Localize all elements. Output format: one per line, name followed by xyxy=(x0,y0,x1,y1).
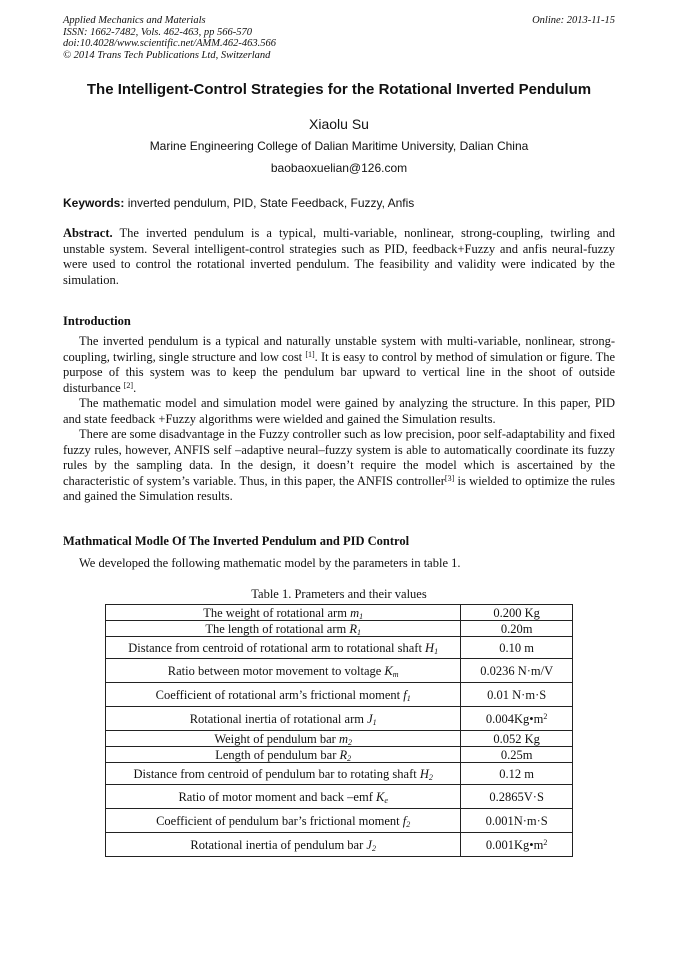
section-2-body xyxy=(63,556,615,572)
parameter-value-text: 0.0236 N·m/V xyxy=(480,663,554,678)
parameter-label: Rotational inertia of rotational arm xyxy=(189,711,368,726)
doi-line: doi:10.4028/www.scientific.net/AMM.462-463.566 xyxy=(63,38,276,49)
affiliation: Marine Engineering College of Dalian Maritime University, Dalian China xyxy=(149,139,529,153)
keywords-text: inverted pendulum, PID, State Feedback, Fuzzy, Anfis xyxy=(127,196,415,210)
parameter-subscript: e xyxy=(384,795,388,805)
parameter-value xyxy=(461,809,573,833)
journal-header xyxy=(63,15,276,61)
table-row xyxy=(106,605,573,621)
parameter-name xyxy=(106,659,461,683)
parameter-label: Weight of pendulum bar xyxy=(214,731,339,746)
introduction-body xyxy=(63,334,615,505)
online-date: Online: 2013-11-15 xyxy=(532,15,615,26)
keywords xyxy=(63,196,615,210)
parameter-value xyxy=(461,833,573,857)
unit-exponent: 2 xyxy=(543,837,548,847)
copyright-line: © 2014 Trans Tech Publications Ltd, Switzerland xyxy=(63,49,271,61)
introduction-heading: Introduction xyxy=(63,314,131,328)
section-2-paragraph-1: We developed the following mathematic model by the parameters in table 1. xyxy=(79,556,461,570)
unit-exponent: 2 xyxy=(543,711,548,721)
parameter-name xyxy=(106,747,461,763)
parameter-value-text: 0.200 Kg xyxy=(493,605,540,620)
table-row xyxy=(106,707,573,731)
parameter-symbol: J xyxy=(367,711,373,726)
parameter-symbol: H xyxy=(425,640,435,655)
parameter-label: Coefficient of pendulum bar’s frictional moment xyxy=(156,813,403,828)
parameter-value-text: 0.12 m xyxy=(499,766,535,781)
paper-title: The Intelligent-Control Strategies for the Rotational Inverted Pendulum xyxy=(86,81,592,98)
table-row xyxy=(106,747,573,763)
parameter-label: Ratio of motor moment and back –emf xyxy=(178,789,376,804)
parameter-subscript: 2 xyxy=(428,772,433,782)
intro-paragraph-2: The mathematic model and simulation model were gained by analyzing the structure. In this paper, PID and state feedback +Fuzzy algorithms were wielded and gained the Simulation results. xyxy=(63,396,615,426)
parameter-subscript: 2 xyxy=(347,753,352,763)
table-row xyxy=(106,833,573,857)
parameter-value xyxy=(461,683,573,707)
citation-2: [2] xyxy=(123,380,134,390)
table-row xyxy=(106,763,573,785)
parameter-subscript: 1 xyxy=(357,627,362,637)
parameter-value xyxy=(461,785,573,809)
parameter-name xyxy=(106,707,461,731)
table-caption: Table 1. Prameters and their values xyxy=(251,587,427,601)
parameter-value xyxy=(461,637,573,659)
parameter-symbol: m xyxy=(350,605,360,620)
parameter-value-text: 0.052 Kg xyxy=(493,731,540,746)
parameter-value xyxy=(461,707,573,731)
parameter-value-text: 0.2865V·S xyxy=(489,789,544,804)
parameter-label: Ratio between motor movement to voltage xyxy=(167,663,385,678)
abstract-text: The inverted pendulum is a typical, multi-variable, nonlinear, strong-coupling, twirling and unstable system. Several intelligent-control strategies such as PID, feedback+Fuzzy and anfis neural-fuzzy were used to control the rotational inverted pendulum. The feasibility and validity were indicated by the simulation. xyxy=(63,226,615,287)
parameter-label: Length of pendulum bar xyxy=(215,747,340,762)
table-row xyxy=(106,659,573,683)
parameter-symbol: R xyxy=(339,747,348,762)
intro-p1-text-a: The inverted pendulum is a typical and naturally unstable system with multi-variable, nonlinear, strong-coupling, twirling, single structure and low cost xyxy=(63,334,615,364)
table-row xyxy=(106,731,573,747)
parameter-subscript: 1 xyxy=(359,611,364,621)
parameter-subscript: 2 xyxy=(371,843,376,853)
section-2-heading: Mathmatical Modle Of The Inverted Pendulum and PID Control xyxy=(63,534,410,548)
issn-line: ISSN: 1662-7482, Vols. 462-463, pp 566-570 xyxy=(63,26,252,38)
parameter-subscript: m xyxy=(392,669,399,679)
parameter-subscript: 2 xyxy=(348,737,353,747)
parameter-name xyxy=(106,683,461,707)
parameter-symbol: J xyxy=(366,837,372,852)
parameter-value-text: 0.25m xyxy=(500,747,533,762)
parameter-symbol: R xyxy=(349,621,358,636)
table-row xyxy=(106,683,573,707)
parameters-table xyxy=(105,604,573,857)
intro-p1-text-b: . It is easy to control by method of simulation or figure. The purpose of this system was to keep the pendulum bar upward to vertical line in the shoot of outside disturbance xyxy=(63,349,615,395)
parameter-value-text: 0.001Kg•m xyxy=(485,837,544,852)
parameter-value-text: 0.001N·m·S xyxy=(485,813,548,828)
parameter-name xyxy=(106,731,461,747)
author-email: baobaoxuelian@126.com xyxy=(270,161,408,175)
parameter-name xyxy=(106,763,461,785)
parameter-symbol: H xyxy=(419,766,429,781)
abstract-label: Abstract. xyxy=(63,226,113,240)
parameter-name xyxy=(106,833,461,857)
parameter-subscript: 1 xyxy=(372,717,377,727)
parameter-subscript: 2 xyxy=(406,819,411,829)
parameter-value xyxy=(461,731,573,747)
parameter-label: The length of rotational arm xyxy=(205,621,350,636)
parameter-value-text: 0.004Kg•m xyxy=(485,711,544,726)
citation-1: [1] xyxy=(305,349,315,359)
author-name: Xiaolu Su xyxy=(309,116,369,132)
parameter-value xyxy=(461,659,573,683)
parameter-name xyxy=(106,785,461,809)
parameter-symbol: m xyxy=(338,731,349,746)
parameter-name xyxy=(106,621,461,637)
table-row xyxy=(106,785,573,809)
intro-p3-text-b: is wielded to optimize the rules and gained the Simulation results. xyxy=(63,473,616,503)
parameter-symbol: K xyxy=(384,663,393,678)
parameter-value xyxy=(461,605,573,621)
intro-paragraph-3 xyxy=(63,427,615,505)
parameter-name xyxy=(106,637,461,659)
parameter-label: The weight of rotational arm xyxy=(203,605,351,620)
parameter-value xyxy=(461,763,573,785)
parameter-label: Coefficient of rotational arm’s frictional moment xyxy=(155,687,404,702)
citation-3: [3] xyxy=(444,473,455,483)
parameter-symbol: f xyxy=(402,813,407,828)
abstract xyxy=(63,226,615,288)
parameter-name xyxy=(106,809,461,833)
parameter-subscript: 1 xyxy=(434,646,439,656)
parameter-value xyxy=(461,621,573,637)
parameter-symbol: f xyxy=(403,687,407,702)
parameter-label: Distance from centroid of rotational arm to rotational shaft xyxy=(128,640,426,655)
intro-p1-text-c: . xyxy=(133,380,137,395)
table-row xyxy=(106,637,573,659)
parameter-symbol: K xyxy=(375,789,385,804)
parameter-value-text: 0.10 m xyxy=(499,640,535,655)
parameter-label: Distance from centroid of pendulum bar to rotating shaft xyxy=(133,766,420,781)
parameters-table-body xyxy=(106,605,573,857)
parameter-value xyxy=(461,747,573,763)
keywords-label: Keywords: xyxy=(63,196,125,210)
parameter-value-text: 0.01 N·m·S xyxy=(487,687,547,702)
intro-paragraph-1 xyxy=(63,334,615,396)
parameter-name xyxy=(106,605,461,621)
table-row xyxy=(106,809,573,833)
parameter-label: Rotational inertia of pendulum bar xyxy=(190,837,367,852)
table-row xyxy=(106,621,573,637)
journal-name: Applied Mechanics and Materials xyxy=(63,15,206,26)
parameter-subscript: 1 xyxy=(406,693,411,703)
parameter-value-text: 0.20m xyxy=(500,621,533,636)
intro-p3-text-a: There are some disadvantage in the Fuzzy controller such as low precision, poor self-adaptability and fixed fuzzy rules, however, ANFIS self –adaptive neural–fuzzy system is able to automatically coordinate its fuzzy rules by the sampling data. In the design, it doesn’t require the model which is ascertained by the characteristic of system’s variable. Thus, in this paper, the ANFIS controller xyxy=(63,427,615,488)
